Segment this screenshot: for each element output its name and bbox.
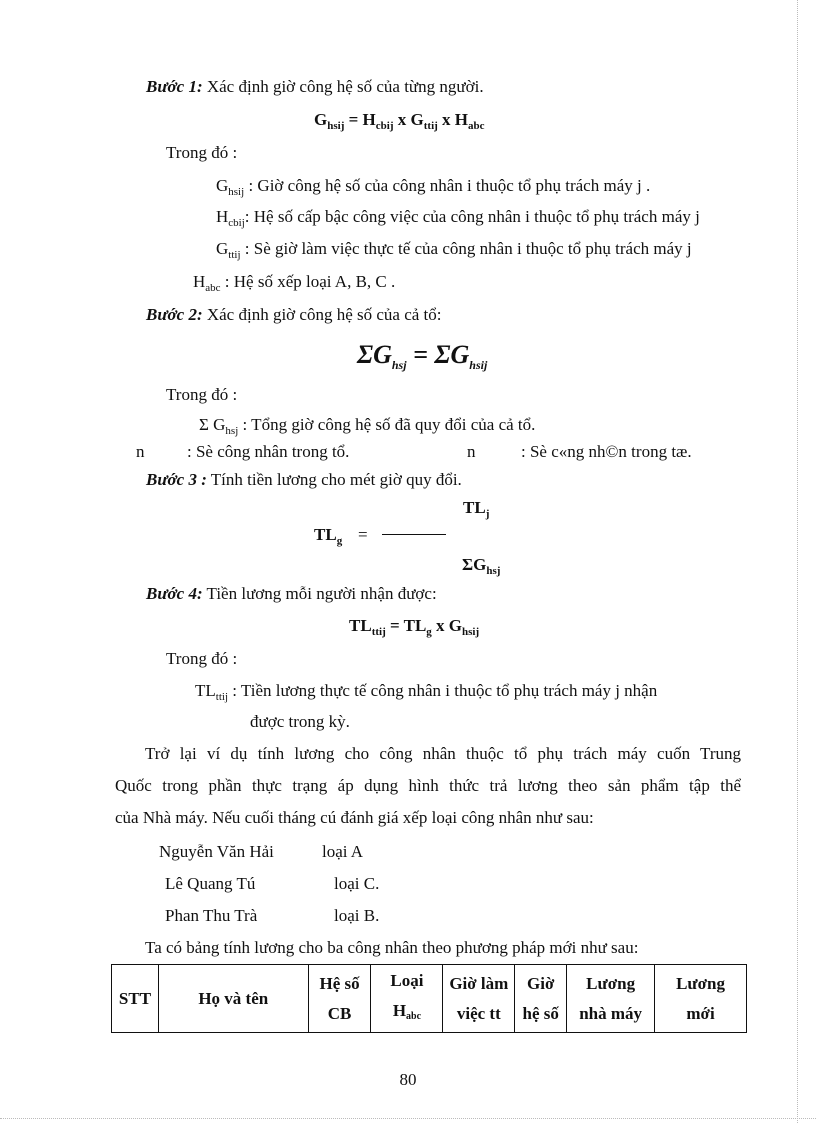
definition-n-right-text: : Sè c«ng nh©n trong tæ. [521,442,692,461]
header-gio-lam-viec [443,965,515,1033]
table-header-row [112,965,747,1033]
formula1-g-sub: hsij [327,120,345,132]
formula4-tlg-sub: g [426,626,432,638]
table-intro: Ta có bảng tính lương cho ba công nhân theo phương pháp mới như sau: [145,938,639,957]
page-frame-right [797,0,798,1123]
page-number: 80 [399,1070,417,1089]
formula3-denominator [462,555,500,581]
header-line: CB [327,1003,352,1023]
header-line: Giờ làm [449,973,509,993]
step1-label: Bước 1: [146,77,203,96]
formula2-right-sub: hsij [469,358,488,372]
fraction-bar [382,534,446,535]
formula-2 [357,340,487,380]
step2-line [146,305,442,325]
header-line: Loại [390,970,424,990]
def-symbol-sub: ttij [215,691,229,703]
formula3-den-sub: hsj [486,565,501,577]
def-text: : Tiền lương thực tế công nhân i thuộc tổ phụ trách máy j nhận [228,681,658,700]
def-symbol: H [216,207,229,226]
step1-text: Xác định giờ công hệ số của từng người. [202,77,484,96]
definition-tl-ttij [195,681,657,707]
def-symbol: TL [195,681,216,700]
step3-text: Tính tiền lương cho mét giờ quy đổi. [206,470,462,489]
def-text: : Hệ số cấp bậc công việc của công nhân i thuộc tổ phụ trách máy j [244,207,700,226]
formula3-lhs [314,525,342,551]
salary-table [111,964,747,1033]
step4-text: Tiền lương mỗi người nhận được: [202,584,437,603]
step3-line [146,470,462,490]
formula4-g: x G [431,616,463,635]
worker-grade: loại C. [334,874,380,893]
definition-g-ttij [216,239,692,265]
definition-n-left-symbol: n [136,442,145,461]
formula4-tlg: = TL [385,616,427,635]
header-line: Lương [586,973,636,993]
paragraph-line-2: Quốc trong phần thực trạng áp dụng hình thức trả lương theo sản phẩm tập thể [115,776,741,795]
def-symbol: H [193,272,206,291]
header-line [371,996,442,1032]
paragraph-line-3: của Nhà máy. Nếu cuối tháng cú đánh giá xếp loại công nhân như sau: [115,808,594,827]
formula1-habc-sub: abc [468,120,485,132]
formula3-lhs-sub: g [336,535,343,547]
formula4-g-sub: hsij [462,626,480,638]
formula2-right: = ΣG [406,340,470,369]
formula-4 [349,616,479,642]
trong-do-label: Trong đó : [166,143,238,162]
definition-h-cbij [216,207,700,233]
header-luong-nha-may [567,965,655,1033]
definition-n-left-text: : Sè công nhân trong tổ. [187,442,350,461]
definition-sum-g-hsj [199,415,535,441]
worker-name: Lê Quang Tú [165,874,256,893]
header-line: hệ số [522,1003,559,1023]
formula2-left-sub: hsj [391,358,407,372]
formula4-tl-sub: ttij [371,626,386,638]
def-symbol-sub: hsij [228,186,245,198]
formula3-num-sub: j [485,508,490,520]
worker-name: Phan Thu Trà [165,906,258,925]
formula1-h: = H [344,110,376,129]
worker-grade: loại B. [334,906,380,925]
formula2-left: ΣG [357,340,392,369]
def-symbol-sub: abc [205,282,221,294]
def-symbol-sub: hsj [225,425,239,437]
worker-name: Nguyễn Văn Hải [159,842,274,861]
header-line: Lương [676,973,725,993]
formula3-numerator [463,498,489,524]
formula3-num: TL [463,498,486,517]
header-luong-moi [655,965,747,1033]
step1-line [146,77,484,97]
header-loai-habc [371,965,443,1033]
formula3-equals: = [358,525,368,544]
formula1-g: G [314,110,328,129]
paragraph-line-1: Trở lại ví dụ tính lương cho công nhân thuộc tổ phụ trách máy cuốn Trung [145,744,741,763]
formula1-gtt-sub: ttij [423,120,438,132]
def-symbol: Σ G [199,415,226,434]
def-symbol: G [216,176,229,195]
header-h-sub: abc [406,1010,422,1022]
formula3-lhs-text: TL [314,525,337,544]
step2-text: Xác định giờ công hệ số của cả tổ: [202,305,442,324]
definition-h-abc [193,272,395,298]
formula1-gtt: x G [393,110,424,129]
header-stt: STT [112,965,159,1033]
formula1-habc: x H [437,110,469,129]
header-line: nhà máy [579,1003,643,1023]
header-line: việc tt [456,1003,501,1023]
formula1-h-sub: cbij [375,120,394,132]
def-text: : Giờ công hệ số của công nhân i thuộc tổ phụ trách máy j . [244,176,651,195]
header-h: H [392,1000,407,1020]
step4-label: Bước 4: [146,584,203,603]
trong-do-label: Trong đó : [166,649,238,668]
header-line: Hệ số [319,973,360,993]
header-line: Giờ [527,973,555,993]
def-symbol-sub: cbij [228,217,245,229]
step2-label: Bước 2: [146,305,203,324]
header-line: mới [686,1003,715,1023]
def-text: : Tổng giờ công hệ số đã quy đổi của cả tổ. [238,415,536,434]
worker-grade: loại A [322,842,364,861]
definition-g-hsij [216,176,650,202]
header-gio-he-so [515,965,567,1033]
step3-label: Bước 3 : [146,470,207,489]
def-symbol: G [216,239,229,258]
page-frame-bottom [0,1118,816,1119]
formula-1 [314,110,485,136]
def-symbol-sub: ttij [228,249,241,261]
def-text: : Hệ số xếp loại A, B, C . [220,272,396,291]
definition-tl-ttij-cont: được trong kỳ. [250,712,350,731]
step4-line [146,584,437,604]
trong-do-label: Trong đó : [166,385,238,404]
definition-n-right-symbol: n [467,442,476,461]
formula4-tl: TL [349,616,372,635]
header-heso-cb [308,965,371,1033]
def-text: : Sè giờ làm việc thực tế của công nhân i thuộc tổ phụ trách máy j [240,239,692,258]
header-name: Họ và tên [158,965,308,1033]
formula3-den: ΣG [462,555,487,574]
